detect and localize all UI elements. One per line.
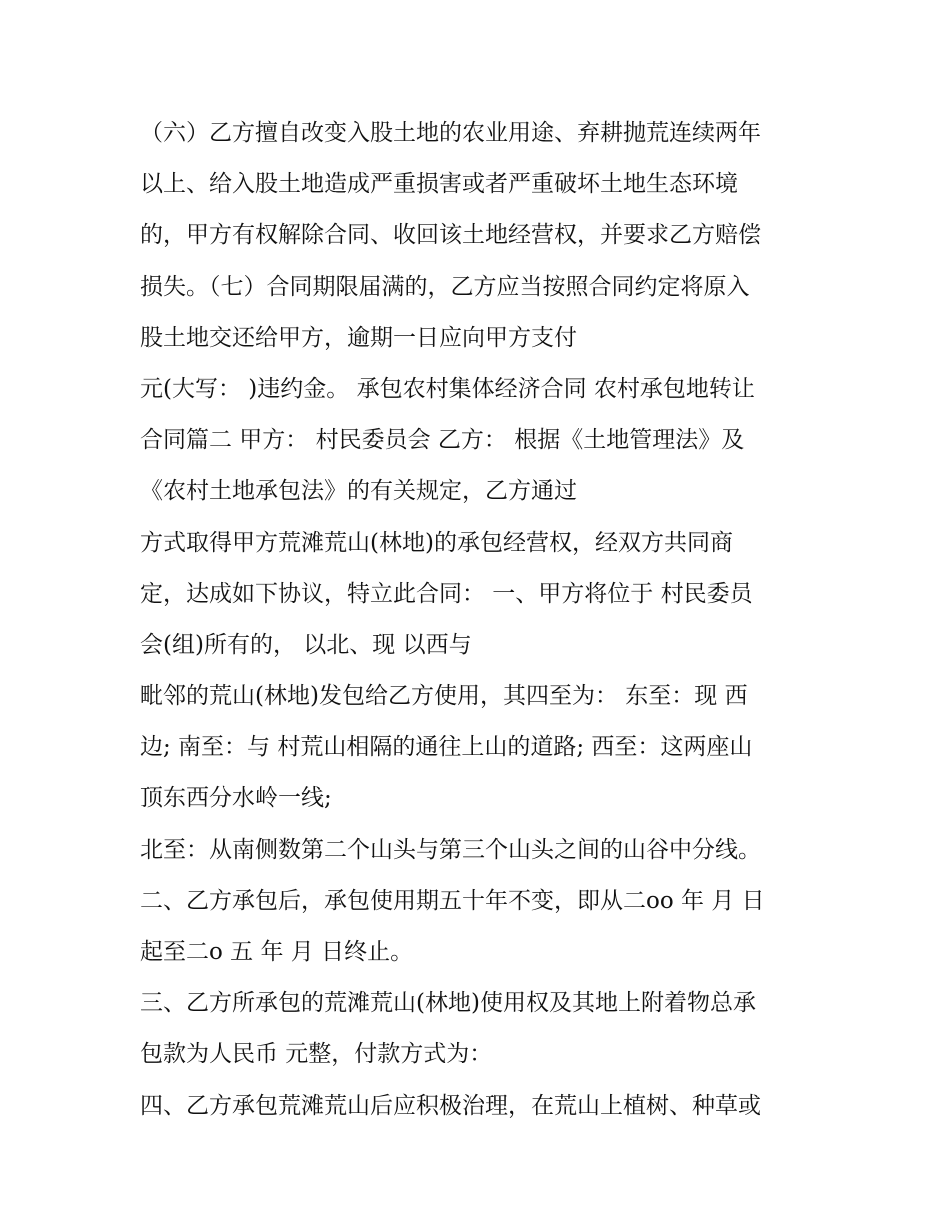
text-line: 毗邻的荒山(林地)发包给乙方使用，其四至为： 东至：现 西: [140, 683, 748, 710]
text-line: 《农村土地承包法》的有关规定，乙方通过: [140, 478, 577, 505]
text-line: 起至二o 五 年 月 日终止。: [140, 939, 414, 965]
text-line: 股土地交还给甲方，逾期一日应向甲方支付: [140, 324, 577, 351]
text-line: 损失。（七）合同期限届满的，乙方应当按照合同约定将原入: [140, 273, 750, 300]
text-line: 二、乙方承包后，承包使用期五十年不变，即从二oo 年 月 日: [140, 887, 765, 914]
text-line: 定，达成如下协议，特立此合同： 一、甲方将位于 村民委员: [140, 580, 753, 607]
text-line: 顶东西分水岭一线;: [140, 785, 332, 812]
text-line: 三、乙方所承包的荒滩荒山(林地)使用权及其地上附着物总承: [140, 990, 756, 1017]
text-line: 方式取得甲方荒滩荒山(林地)的承包经营权，经双方共同商: [140, 529, 733, 556]
text-line: 四、乙方承包荒滩荒山后应积极治理，在荒山上植树、种草或: [140, 1092, 761, 1119]
contract-text: [140, 108, 830, 1132]
text-line: （六）乙方擅自改变入股土地的农业用途、弃耕抛荒连续两年: [140, 120, 761, 146]
text-line: 包款为人民币 元整，付款方式为：: [140, 1041, 493, 1068]
text-line: 以上、给入股土地造成严重损害或者严重破坏土地生态环境: [140, 171, 738, 198]
text-line: 北至：从南侧数第二个山头与第三个山头之间的山谷中分线。: [140, 836, 761, 863]
text-line: 边; 南至：与 村荒山相隔的通往上山的道路; 西至：这两座山: [140, 734, 753, 761]
text-line: 合同篇二 甲方： 村民委员会 乙方： 根据《土地管理法》及: [140, 427, 745, 454]
text-line: 会(组)所有的， 以北、现 以西与: [140, 631, 472, 658]
text-line: 元(大写： )违约金。 承包农村集体经济合同 农村承包地转让: [140, 375, 755, 402]
text-line: 的，甲方有权解除合同、收回该土地经营权，并要求乙方赔偿: [140, 222, 761, 249]
